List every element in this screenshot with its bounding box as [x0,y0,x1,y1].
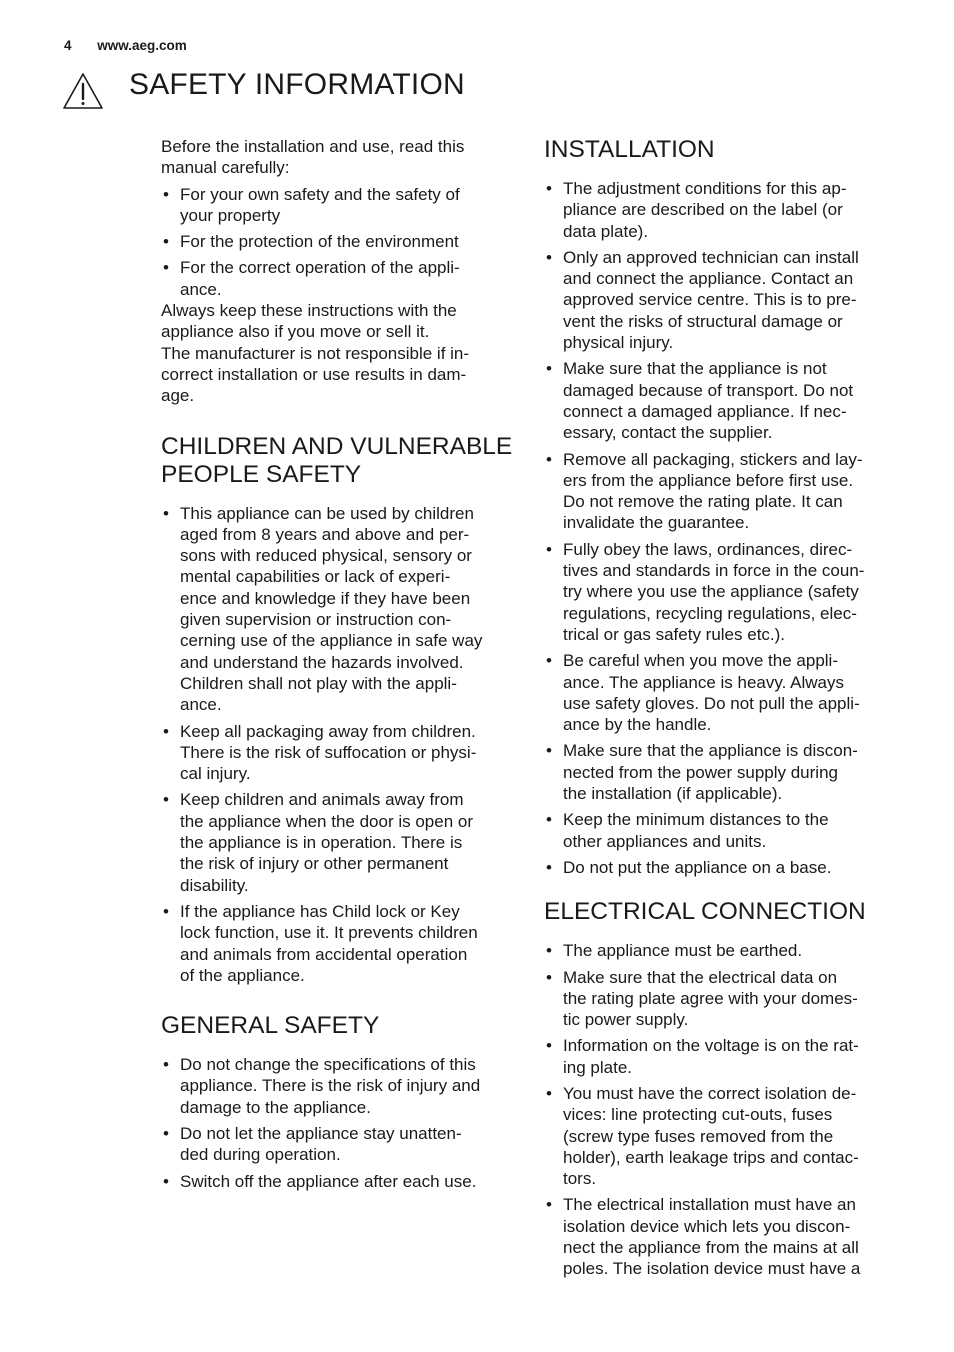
list-item-line: cerning use of the appliance in safe way [180,631,483,651]
page-number: 4 [64,38,72,53]
list-item [544,740,902,804]
list-item-line: vices: line protecting cut-outs, fuses [563,1105,833,1125]
list-item-line: ded during operation. [180,1145,341,1165]
list-item [161,901,517,986]
list-item-line: For the protection of the environment [180,232,459,252]
list-item [544,650,902,735]
list-item-line: The electrical installation must have an [563,1195,856,1215]
list-item-line: Make sure that the electrical data on [563,967,838,987]
installation-section [544,136,902,878]
list-item-line: the appliance is in operation. There is [180,833,463,853]
list-item-line: Make sure that the appliance is not [563,359,827,379]
intro-line: manual carefully: [161,158,290,178]
intro-line: age. [161,386,195,406]
list-item [161,231,517,252]
list-item-line: Fully obey the laws, ordinances, direc- [563,539,853,559]
list-item-line: There is the risk of suffocation or physi- [180,742,477,762]
bullet-list [544,940,902,1279]
list-item-line: your property [180,205,281,225]
bullet-list [161,503,517,987]
list-item-line: of the appliance. [180,965,305,985]
list-item-line: holder), earth leakage trips and contac- [563,1147,859,1167]
bullet-list [544,178,902,878]
list-item-line: poles. The isolation device must have a [563,1259,861,1279]
list-item-line: use safety gloves. Do not pull the appli- [563,693,860,713]
list-item [544,967,902,1031]
list-item [544,178,902,242]
list-item-line: Do not remove the rating plate. It can [563,492,843,512]
section-heading [544,898,902,926]
list-item-line: damaged because of transport. Do not [563,380,854,400]
intro-line: The manufacturer is not responsible if in- [161,343,470,363]
list-item [161,1123,517,1166]
list-item-line: The appliance must be earthed. [563,941,803,961]
page-title: SAFETY INFORMATION [129,68,465,101]
list-item-line: lock function, use it. It prevents children [180,923,478,943]
website-url: www.aeg.com [97,38,187,53]
intro-line: appliance also if you move or sell it. [161,322,430,342]
list-item-line: ers from the appliance before first use. [563,470,854,490]
list-item-line: approved service centre. This is to pre- [563,290,857,310]
general-safety-section [161,1012,517,1192]
intro-section [161,136,517,407]
list-item [161,184,517,227]
list-item-line: ance. The appliance is heavy. Always [563,672,844,692]
section-heading [161,1012,517,1040]
section-heading [544,136,902,164]
section-heading-line: ELECTRICAL CONNECTION [544,898,866,926]
list-item-line: ance. [180,279,222,299]
section-heading-line: GENERAL SAFETY [161,1012,380,1040]
list-item [161,1171,517,1192]
intro-note [161,300,517,406]
list-item-line: For the correct operation of the appli- [180,258,460,278]
list-item [544,809,902,852]
list-item-line: other appliances and units. [563,831,767,851]
intro-bullet-list [161,184,517,300]
left-column [161,136,517,1197]
list-item [544,247,902,353]
warning-triangle-icon [62,72,104,110]
list-item-line: Keep children and animals away from [180,790,464,810]
list-item-line: nect the appliance from the mains at all [563,1238,859,1258]
list-item-line: Do not put the appliance on a base. [563,857,832,877]
list-item-line: invalidate the guarantee. [563,513,750,533]
list-item-line: sons with reduced physical, sensory or [180,546,472,566]
list-item-line: damage to the appliance. [180,1097,371,1117]
list-item-line: the rating plate agree with your domes- [563,988,858,1008]
list-item [544,1035,902,1078]
list-item-line: and animals from accidental operation [180,944,468,964]
list-item-line: You must have the correct isolation de- [563,1083,857,1103]
intro-line: correct installation or use results in dam- [161,364,467,384]
list-item-line: mental capabilities or lack of experi- [180,567,451,587]
list-item [544,358,902,443]
bullet-list [161,1054,517,1192]
list-item-line: vent the risks of structural damage or [563,311,843,331]
list-item [544,1194,902,1279]
intro-line: Always keep these instructions with the [161,301,457,321]
list-item [161,503,517,716]
list-item-line: Remove all packaging, stickers and lay- [563,449,863,469]
list-item-line: tives and standards in force in the coun- [563,561,865,581]
list-item-line: Be careful when you move the appli- [563,651,838,671]
list-item-line: data plate). [563,221,649,241]
list-item-line: The adjustment conditions for this ap- [563,179,847,198]
intro-paragraph [161,136,517,179]
list-item-line: Make sure that the appliance is discon- [563,741,858,761]
list-item-line: the risk of injury or other permanent [180,854,449,874]
list-item-line: cal injury. [180,764,251,784]
list-item-line: ance. [180,695,222,715]
list-item [161,789,517,895]
list-item [544,1083,902,1189]
list-item-line: This appliance can be used by children [180,503,474,523]
list-item [544,857,902,878]
list-item [161,257,517,300]
list-item-line: If the appliance has Child lock or Key [180,901,460,921]
children-safety-section [161,433,517,987]
section-heading-line: INSTALLATION [544,136,715,163]
list-item-line: pliance are described on the label (or [563,200,843,220]
list-item-line: Switch off the appliance after each use. [180,1171,477,1191]
list-item-line: the installation (if applicable). [563,784,783,804]
list-item-line: Do not let the appliance stay unatten- [180,1123,462,1143]
list-item-line: appliance. There is the risk of injury and [180,1076,481,1096]
list-item-line: tic power supply. [563,1010,689,1030]
list-item [544,449,902,534]
list-item [544,940,902,961]
list-item-line: and understand the hazards involved. [180,652,464,672]
list-item-line: aged from 8 years and above and per- [180,524,470,544]
list-item [544,539,902,645]
list-item-line: isolation device which lets you discon- [563,1216,851,1236]
list-item-line: physical injury. [563,333,674,353]
section-heading-line: PEOPLE SAFETY [161,460,362,488]
list-item [161,721,517,785]
list-item-line: ence and knowledge if they have been [180,588,471,608]
list-item-line: Children shall not play with the appli- [180,673,457,693]
intro-line: Before the installation and use, read this [161,137,465,156]
list-item-line: (screw type fuses removed from the [563,1126,834,1146]
list-item-line: Do not change the specifications of this [180,1055,476,1075]
list-item-line: given supervision or instruction con- [180,610,452,630]
list-item-line: ance by the handle. [563,715,712,735]
list-item-line: try where you use the appliance (safety [563,582,859,602]
list-item-line: disability. [180,875,249,895]
list-item-line: Information on the voltage is on the rat- [563,1036,859,1056]
section-heading-line: CHILDREN AND VULNERABLE [161,432,513,460]
right-column [544,136,902,1285]
list-item-line: essary, contact the supplier. [563,423,773,443]
list-item-line: the appliance when the door is open or [180,811,473,831]
list-item-line: ing plate. [563,1057,632,1077]
list-item-line: For your own safety and the safety of [180,184,460,204]
list-item-line: Keep all packaging away from children. [180,721,476,741]
section-heading [161,433,517,489]
list-item-line: Only an approved technician can install [563,247,859,267]
list-item-line: Keep the minimum distances to the [563,810,829,830]
list-item-line: regulations, recycling regulations, elec- [563,603,857,623]
list-item-line: connect a damaged appliance. If nec- [563,401,847,421]
electrical-connection-section [544,898,902,1279]
list-item-line: trical or gas safety rules etc.). [563,624,786,644]
list-item [161,1054,517,1118]
list-item-line: and connect the appliance. Contact an [563,269,854,289]
list-item-line: nected from the power supply during [563,762,838,782]
page-header [64,38,187,53]
list-item-line: tors. [563,1169,597,1189]
